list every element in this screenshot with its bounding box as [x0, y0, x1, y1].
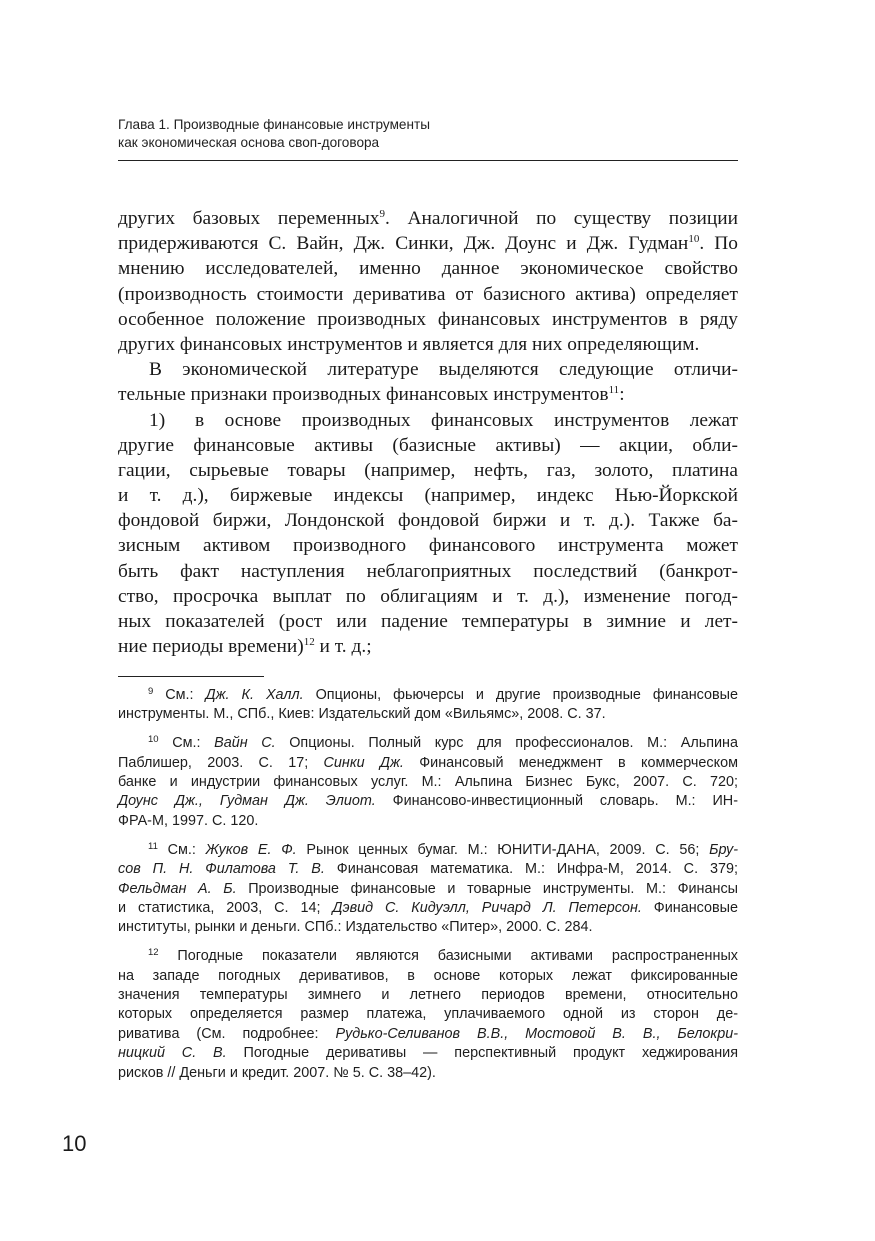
text-line: особенное положение производных финансовых инструментов в ряду: [118, 308, 738, 330]
text-line: мнению исследователей, именно данное экономическое свойство: [118, 258, 738, 280]
footnote-ref[interactable]: 12: [303, 636, 315, 649]
footnote-10: $^{10}$ См.: Вайн С. Опционы. Полный курс для профессионалов. М.: Альпина Паблишер, 2003. С. 17; Синки Дж. Финансовый менеджмент в коммерческом банке и индустрии финансовых услуг. М.: Альпина Бизнес Букс, 2007. С. 720; Доунс Дж., Гудман Дж. Элиот. Финансово-инвестиционный словарь. М.: ИН- ФРА-М, 1997. С. 120.: [118, 734, 738, 829]
footnote-ref[interactable]: 9: [379, 208, 385, 220]
text-line: ние периоды времени)$^{12}$ и т. д.;: [118, 636, 372, 658]
footnote-11: $^{11}$ См.: Жуков Е. Ф. Рынок ценных бумаг. М.: ЮНИТИ-ДАНА, 2009. С. 56; Бру- сов П. Н. Филатова Т. В. Финансовая математика. М.: Инфра-М, 2014. С. 379; Фельдман А. Б. Производные финансовые и товарные инструменты. М.: Финансы и статистика, 2003, С. 14; Дэвид С. Кидуэлл, Ричард Л. Петерсон. Финансовые институты, рынки и деньги. СПб.: Издательство «Питер», 2000. С. 284.: [118, 840, 739, 936]
footnote-separator: [118, 676, 264, 677]
footnote-number: 11: [148, 840, 158, 852]
text-line: другие финансовые активы (базисные активы) — акции, обли-: [118, 434, 738, 456]
footnote-number: 9: [148, 686, 154, 697]
footnote-ref[interactable]: 11: [608, 384, 620, 397]
footnote-9: $^9$ См.: Дж. К. Халл. Опционы, фьючерсы и другие производные финансовые инструменты. М., СПб., Киев: Издательский дом «Вильямс», 2008. С. 37.: [118, 686, 739, 723]
footnote-12: $^{12}$ Погодные показатели являются базисными активами распространенных на западе погодных деривативов, в основе которых лежат фиксированные значения температуры зимнего и летнего периодов времени, относительно которых определяется размер платежа, уплачиваемого одной из сторон де- ривативa (См. подробнее: Рудько-Селиванов В.В., Мостовой В. В., Белокри- ницкий С. В. Погодные деривативы — перспективный продукт хеджирования рисков // Деньги и кредит. 2007. № 5. С. 38–42).: [118, 947, 739, 1081]
text-line: ных показателей (рост или падение температуры в зимние и лет-: [118, 611, 738, 632]
footnotes: [118, 686, 738, 1092]
footnote-number: 10: [148, 734, 159, 746]
text-line: придерживаются С. Вайн, Дж. Синки, Дж. Доунс и Дж. Гудман$^{10}$. По: [118, 233, 738, 255]
main-text: [118, 206, 738, 659]
header-rule: [118, 160, 738, 161]
text-line: других базовых переменных$^9$. Аналогичной по существу позиции: [118, 208, 738, 229]
list-number: 1): [149, 409, 166, 431]
text-line: других финансовых инструментов и является для них определяющим.: [118, 333, 700, 355]
text-line: тельные признаки производных финансовых инструментов$^{11}$:: [118, 384, 625, 406]
text-line: В экономической литературе выделяются следующие отличи-: [149, 359, 738, 381]
text-line: и т. д.), биржевые индексы (например, индекс Нью-Йоркской: [118, 485, 738, 507]
text-line: (производность стоимости деривативa от базисного актива) определяет: [118, 283, 738, 305]
header-line-1: Глава 1. Производные финансовые инструменты: [118, 117, 430, 132]
running-header: [118, 116, 738, 152]
page-number: 10: [62, 1131, 87, 1156]
list-item-1: 1) в основе производных финансовых инструментов лежат: [118, 408, 738, 433]
text-line: зисным активом производного финансового инструмента может: [118, 535, 738, 557]
text-line: быть факт наступления неблагоприятных последствий (банкрот-: [118, 560, 738, 582]
text-line: ство, просрочка выплат по облигациям и т. д.), изменение погод-: [118, 585, 738, 607]
header-line-2: как экономическая основа своп-договора: [118, 135, 380, 150]
text-line: фондовой биржи, Лондонской фондовой биржи и т. д.). Также ба-: [118, 510, 738, 532]
footnote-ref[interactable]: 10: [688, 233, 700, 246]
text-line: гации, сырьевые товары (например, нефть, газ, золото, платина: [118, 459, 738, 481]
footnote-number: 12: [148, 947, 159, 959]
